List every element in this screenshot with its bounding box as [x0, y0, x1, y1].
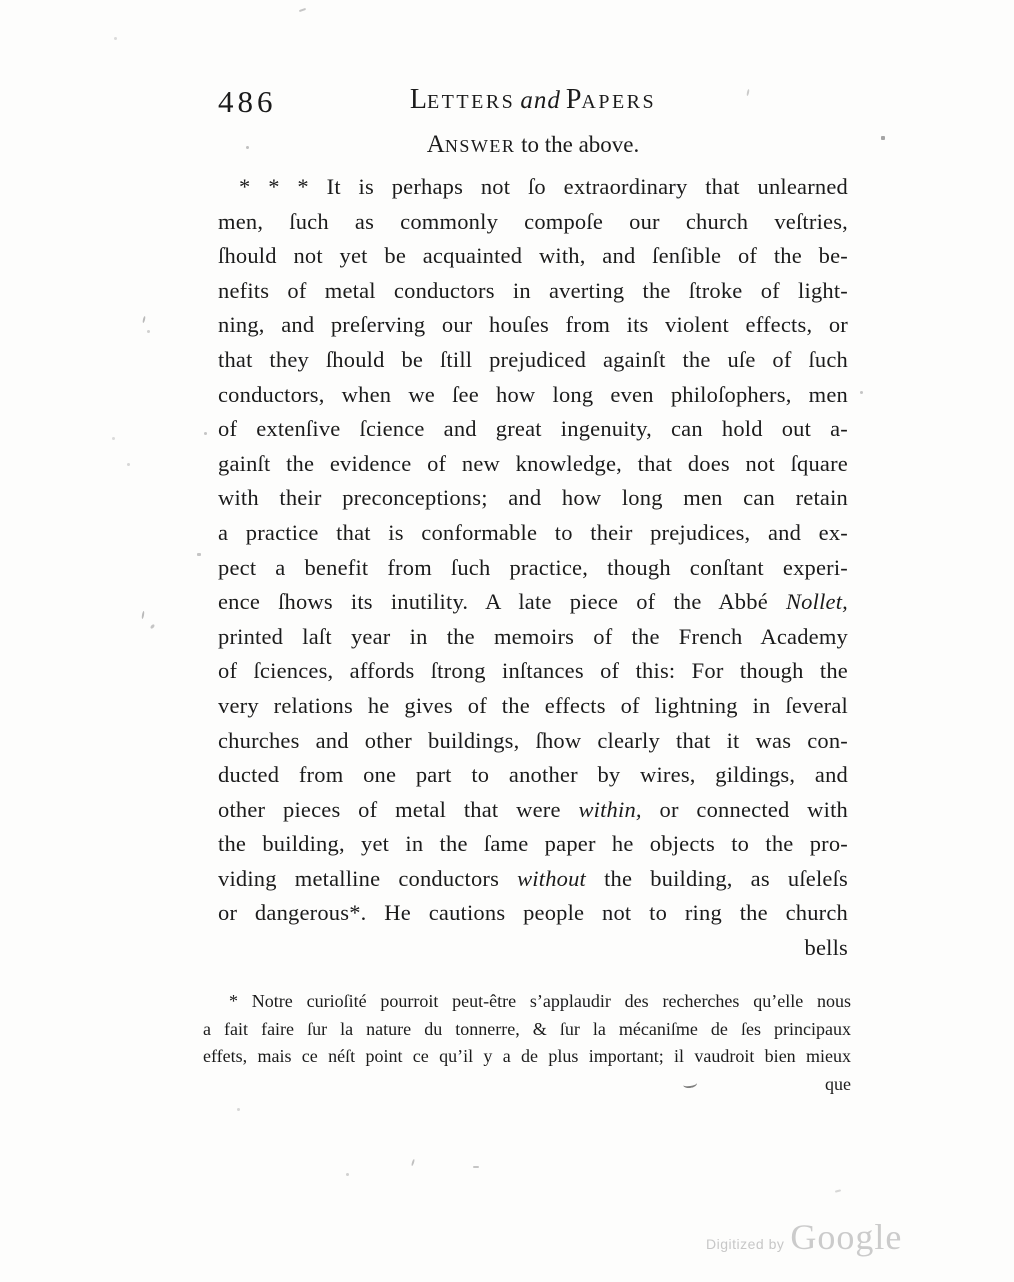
google-watermark: [706, 1216, 902, 1258]
section-subtitle: [218, 131, 848, 159]
book-title: [218, 84, 848, 116]
text-line: LETTERS and PAPERS: [409, 84, 657, 115]
scan-speck: [197, 553, 201, 556]
scan-speck: [411, 1159, 415, 1166]
text-line: effets, mais ce néſt point ce qu’il y a de plus important; il vaudroit bien mieux: [203, 1046, 851, 1066]
scan-speck: [299, 8, 306, 12]
scan-speck: [142, 316, 146, 323]
text-line: pect a benefit from ſuch practice, though conſtant experi-: [218, 554, 848, 580]
scan-speck: [860, 391, 863, 394]
text-line: gainſt the evidence of new knowledge, that does not ſquare: [218, 450, 848, 476]
digitized-by-label: Digitized by: [706, 1236, 785, 1252]
text-line: * Notre curioſité pourroit peut-être s’applaudir des recherches qu’elle nous: [229, 991, 851, 1011]
text-line: conductors, when we ſee how long even philoſophers, men: [218, 381, 848, 407]
scan-speck: [204, 432, 207, 435]
scan-speck: [112, 437, 115, 440]
text-line: that they ſhould be ſtill prejudiced againſt the uſe of ſuch: [218, 346, 848, 372]
text-line: with their preconceptions; and how long men can retain: [218, 485, 848, 511]
scan-speck: [881, 136, 885, 140]
text-line: ning, and preſerving our houſes from its violent effects, or: [218, 312, 848, 338]
text-line: of extenſive ſcience and great ingenuity, can hold out a-: [218, 416, 848, 442]
text-line: other pieces of metal that were within, or connected with: [218, 796, 848, 822]
body-paragraph: [218, 170, 848, 966]
text-line: a fait faire ſur la nature du tonnerre, & ſur la mécaniſme de ſes principaux: [203, 1018, 851, 1039]
scan-speck: [141, 611, 144, 619]
text-line: the building, yet in the ſame paper he objects to the pro-: [218, 831, 848, 857]
scan-speck: [147, 330, 150, 333]
text-line: * * * It is perhaps not ſo extraordinary that unlearned: [239, 174, 848, 199]
text-line: ence ſhows its inutility. A late piece of the Abbé Nollet,: [218, 589, 848, 615]
scan-speck: [473, 1166, 479, 1168]
text-line: a practice that is conformable to their prejudices, and ex-: [218, 519, 848, 545]
text-line: viding metalline conductors without the building, as uſeleſs: [218, 865, 849, 891]
text-line: ſhould not yet be acquainted with, and ſenſible of the be-: [218, 243, 848, 269]
page-number: 486: [218, 84, 277, 119]
footnote: [203, 988, 851, 1098]
text-line: nefits of metal conductors in averting the ſtroke of light-: [218, 277, 848, 303]
text-line: or dangerous*. He cautions people not to ring the church: [218, 900, 848, 926]
text-line: ducted from one part to another by wires, gildings, and: [218, 762, 848, 788]
text-line: very relations he gives of the effects of lightning in ſeveral: [218, 692, 848, 718]
scan-speck: [835, 1189, 841, 1192]
scan-speck: [237, 1108, 240, 1111]
scan-speck: [346, 1173, 349, 1176]
scan-speck: [127, 463, 130, 466]
text-line: bells: [804, 935, 848, 961]
scan-speck: [114, 37, 117, 40]
scan-speck: [150, 624, 156, 630]
text-line: churches and other buildings, ſhow clearly that it was con-: [218, 727, 848, 753]
text-line: printed laſt year in the memoirs of the French Academy: [218, 623, 848, 649]
text-line: men, ſuch as commonly compoſe our church veſtries,: [218, 208, 848, 234]
text-line: of ſciences, affords ſtrong inſtances of this: For though the: [218, 658, 848, 684]
google-logo: Google: [790, 1217, 903, 1257]
text-line: ANSWER to the above.: [426, 131, 640, 158]
text-line: que: [825, 1073, 851, 1094]
scan-speck: [246, 146, 249, 149]
